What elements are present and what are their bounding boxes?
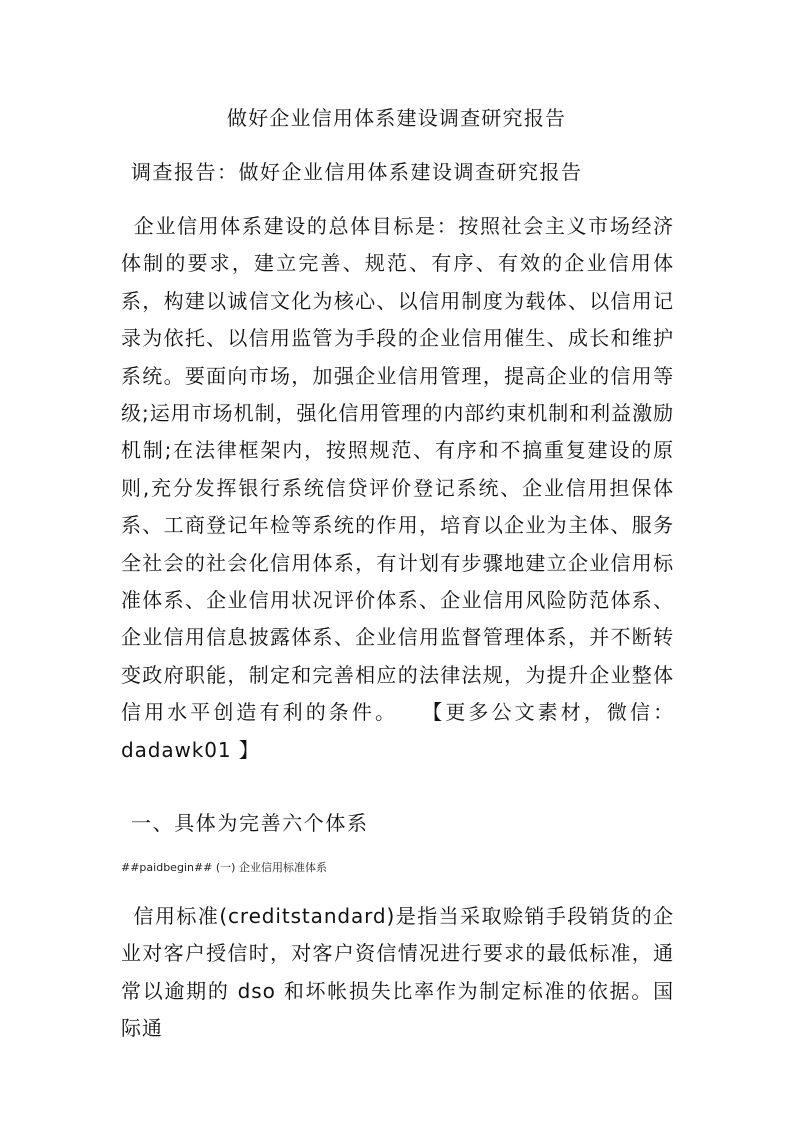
paragraph-1-text: 企业信用体系建设的总体目标是：按照社会主义市场经济体制的要求，建立完善、规范、有序、有效的企业信用体系，构建以诚信文化为核心、以信用制度为载体、以信用记录为依托、以信用监管为手段的企业信用催生、成长和维护系统。要面向市场，加强企业信用管理，提高企业的信用等级;运用市场机制，强化信用管理的内部约束机制和利益激励机制;在法律框架内，按照规范、有序和不搞重复建设的原则,充分发挥银行系统信贷评价登记系统、企业信用担保体系、工商登记年检等系统的作用，培育以企业为主体、服务全社会的社会化信用体系，有计划有步骤地建立企业信用标准体系、企业信用状况评价体系、企业信用风险防范体系、企业信用信息披露体系、企业信用监督管理体系，并不断转变政府职能，制定和完善相应的法律法规，为提升企业整体信用水平创造有利的条件。 [121,214,674,725]
body-paragraph-1 [121,208,674,769]
paragraph-2-text: 信用标准(creditstandard)是指当采取赊销手段销货的企业对客户授信时，对客户资信情况进行要求的最低标准，通常以逾期的 dso 和坏帐损失比率作为制定标准的依据。国际通 [121,904,674,1041]
document-title: 做好企业信用体系建设调查研究报告 [226,106,567,130]
body-paragraph-2 [121,898,674,1048]
section-heading-1: 一、具体为完善六个体系 [131,811,369,835]
paid-section-marker: ##paidbegin## (一) 企业信用标准体系 [121,861,327,874]
document-subtitle: 调查报告：做好企业信用体系建设调查研究报告 [131,160,583,184]
paragraph-1-promo: 【更多公文素材，微信：dadawk01 】 [121,700,674,762]
